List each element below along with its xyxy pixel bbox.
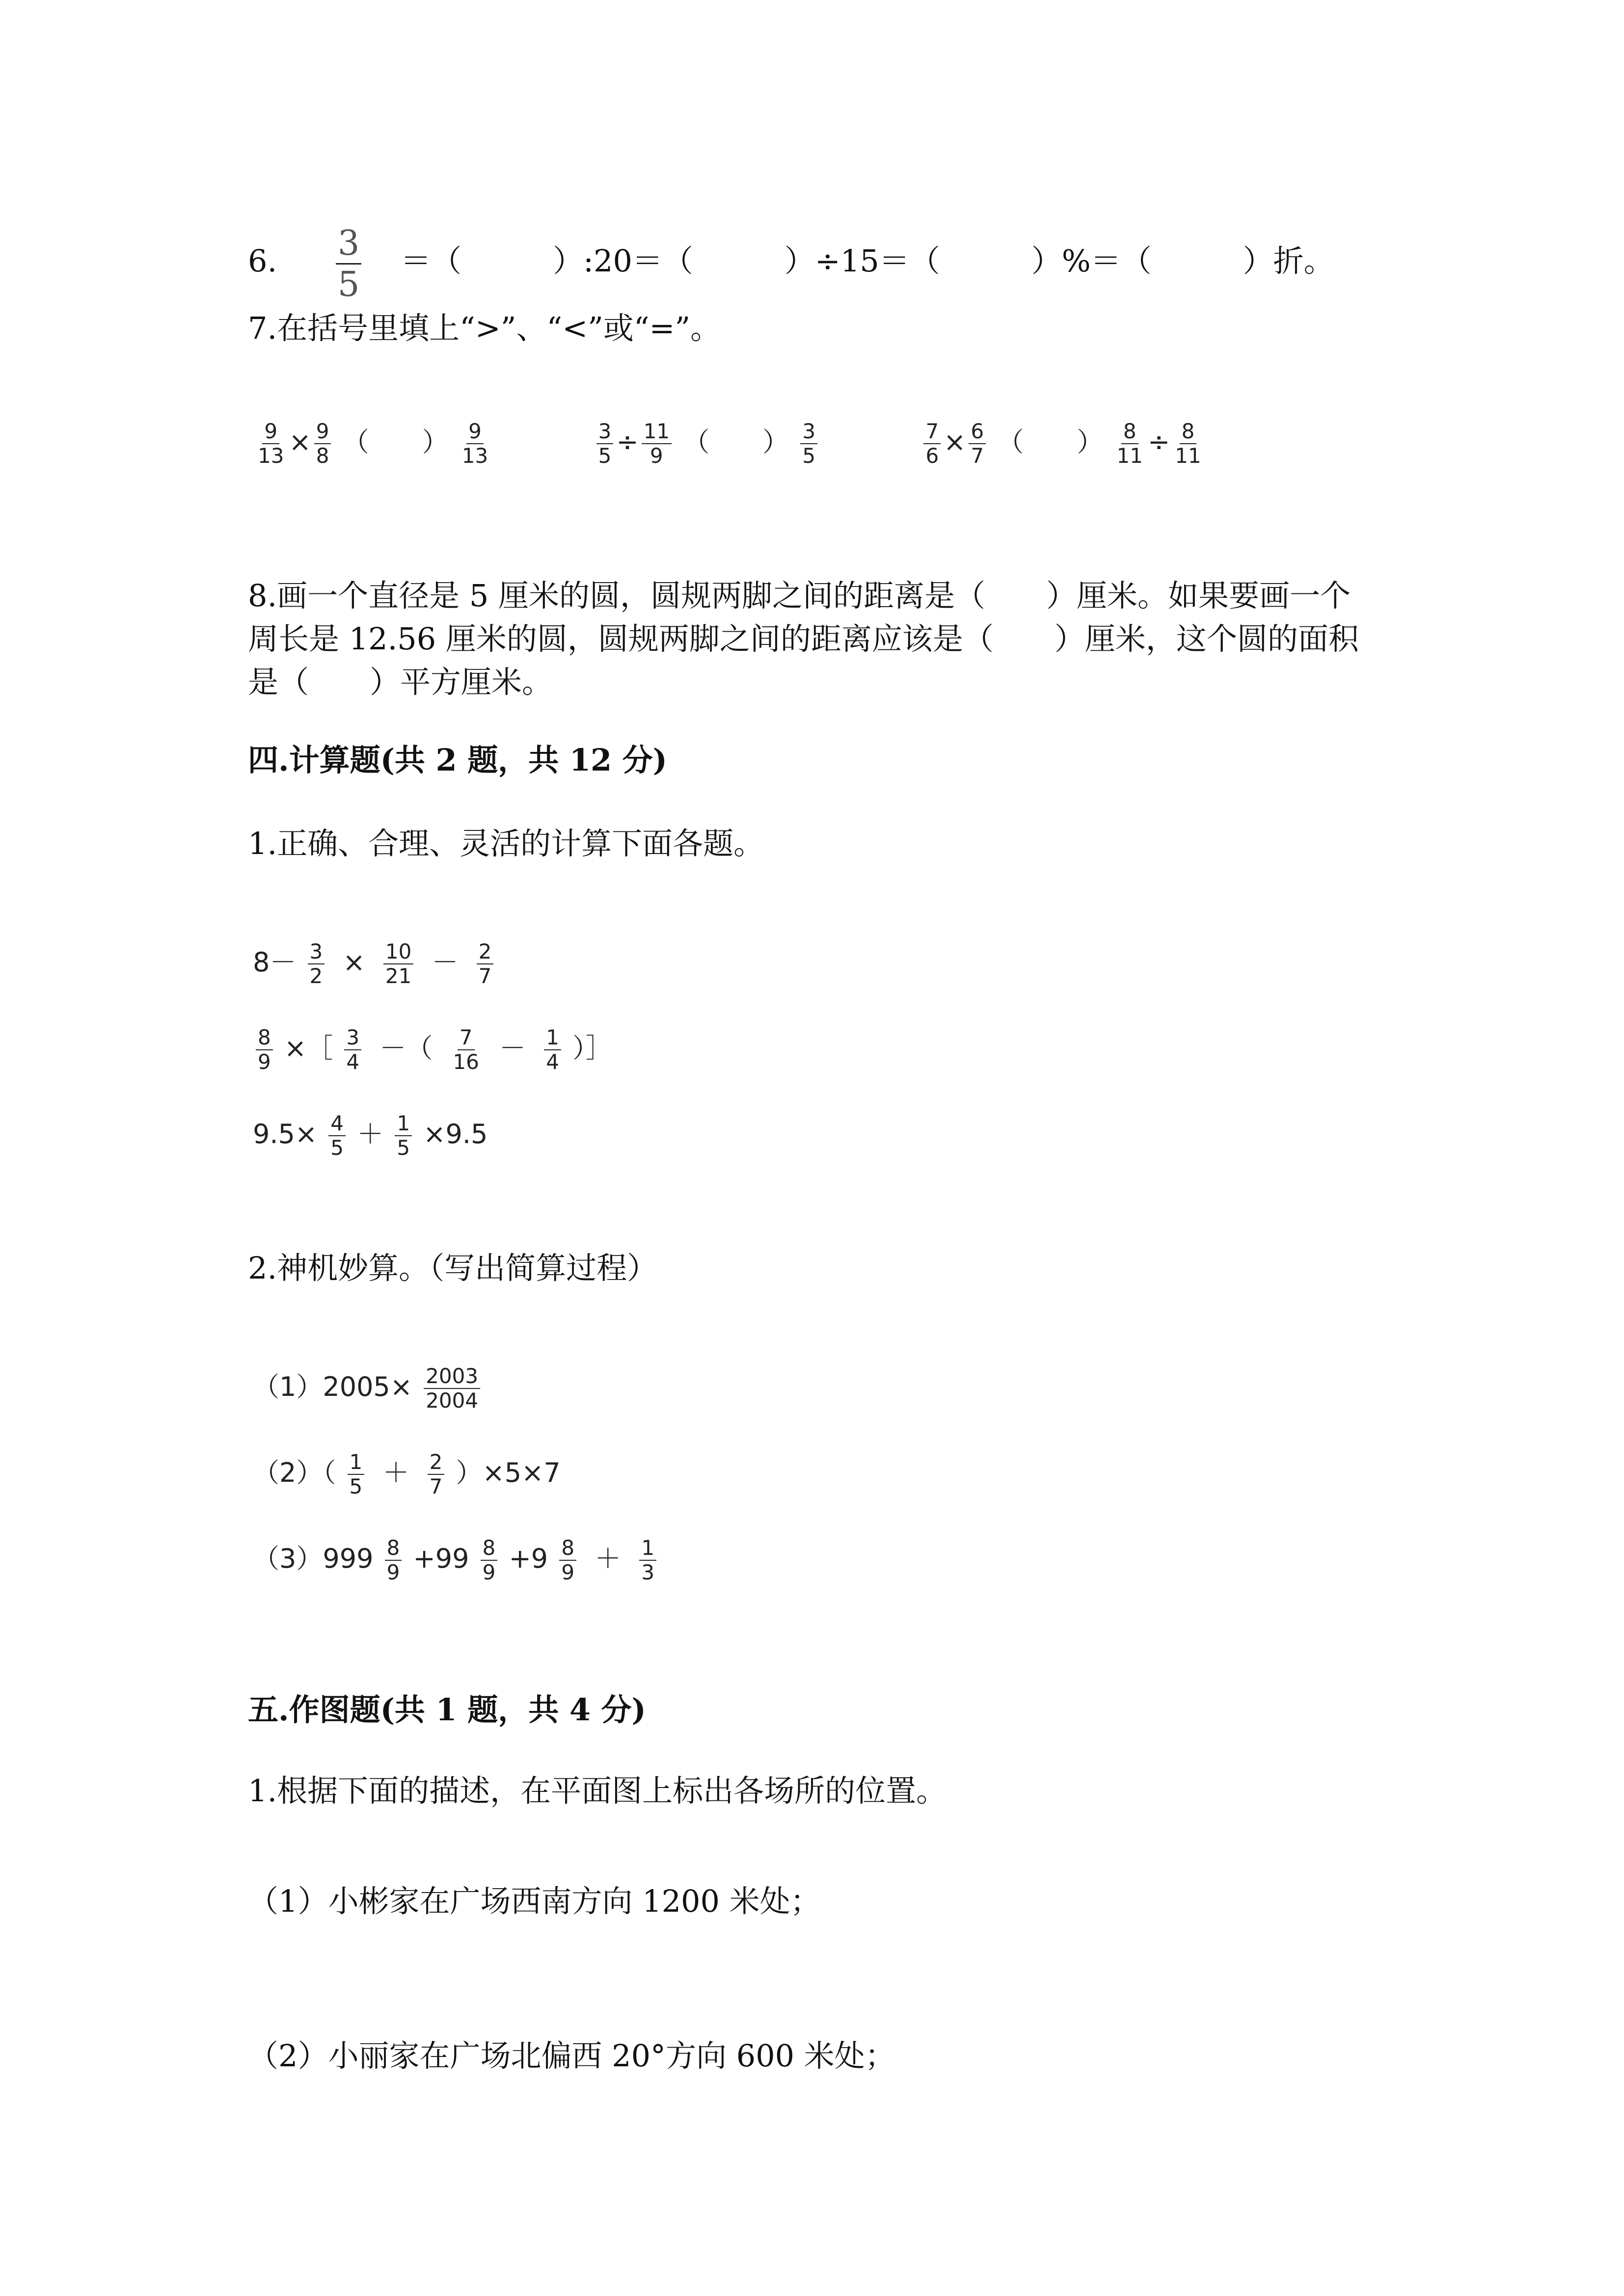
fraction (923, 420, 941, 468)
fraction (395, 1112, 412, 1160)
q6-text: ＝（ ）:20＝（ ）÷15＝（ ）%＝（ ）折。 (401, 243, 1334, 279)
fraction-denominator: 5 (397, 1136, 410, 1160)
fraction-denominator: 13 (461, 444, 488, 468)
fraction-numerator: 3 (800, 420, 817, 444)
fraction-denominator: 2 (309, 964, 323, 988)
q7-blank-c[interactable]: （ ） (997, 426, 1104, 457)
q6-fraction-numerator: 3 (336, 223, 362, 265)
fraction (642, 420, 672, 468)
expression-token: － (432, 946, 459, 978)
fraction (256, 420, 286, 468)
fraction (383, 940, 413, 988)
fraction (596, 420, 614, 468)
fraction (348, 1450, 365, 1499)
fraction (800, 420, 817, 468)
fraction (308, 940, 325, 988)
section5-item-2: （2）小丽家在广场北偏西 20°方向 600 米处； (248, 2038, 895, 2074)
fraction-denominator: 7 (429, 1474, 443, 1499)
expression-token: ＋ (382, 1457, 409, 1488)
fraction-numerator: 1 (639, 1536, 656, 1561)
fraction (256, 1026, 273, 1074)
clever-calc-1 (253, 1364, 483, 1413)
expression-token: ）×5×7 (456, 1457, 561, 1488)
fraction-numerator: 6 (969, 420, 986, 444)
expression-token: 999 (323, 1543, 374, 1574)
expression-token: － (499, 1032, 526, 1064)
fraction-denominator: 9 (258, 1050, 271, 1074)
expression-token: ×9.5 (423, 1118, 488, 1149)
q7-blank-a[interactable]: （ ） (342, 426, 449, 457)
calc-expression-1 (253, 940, 496, 988)
fraction-numerator: 4 (328, 1112, 346, 1136)
fraction-denominator: 9 (482, 1560, 496, 1585)
fraction-numerator: 2 (477, 940, 494, 964)
q8-text: 8.画一个直径是 5 厘米的圆，圆规两脚之间的距离是（ ）厘米。如果要画一个周长是 12.56 厘米的圆，圆规两脚之间的距离应该是（ ）厘米，这个圆的面积是（ ）平方厘米。 (248, 578, 1359, 700)
q6-line (248, 223, 1334, 304)
fraction-numerator: 9 (466, 420, 484, 444)
fraction-denominator: 4 (546, 1050, 559, 1074)
fraction-denominator: 8 (316, 444, 329, 468)
expression-token: ÷ (616, 426, 639, 457)
fraction-denominator: 5 (598, 444, 612, 468)
expression-token: × (343, 946, 365, 978)
expression-token: × (944, 426, 966, 457)
expression-token: +99 (413, 1543, 469, 1574)
fraction-numerator: 10 (383, 940, 413, 964)
expression-token: （3） (253, 1543, 323, 1574)
fraction-numerator: 2003 (424, 1364, 480, 1389)
fraction (328, 1112, 346, 1160)
fraction-denominator: 5 (802, 444, 816, 468)
section5-item-1: （1）小彬家在广场西南方向 1200 米处； (248, 1883, 821, 1919)
calc-expression-3 (253, 1112, 487, 1160)
fraction-numerator: 8 (256, 1026, 273, 1050)
calc-expression-2 (253, 1026, 612, 1074)
expression-token: （ (323, 1457, 336, 1488)
expression-token: （1） (253, 1371, 323, 1402)
fraction-denominator: 11 (1175, 444, 1201, 468)
fraction-numerator: 11 (642, 420, 672, 444)
fraction (314, 420, 331, 468)
fraction (1115, 420, 1145, 468)
fraction (559, 1536, 576, 1585)
fraction-numerator: 2 (428, 1450, 445, 1475)
fraction-denominator: 9 (561, 1560, 575, 1585)
fraction (424, 1364, 480, 1413)
fraction-numerator: 7 (923, 420, 941, 444)
fraction-numerator: 1 (395, 1112, 412, 1136)
expression-token: 8－ (253, 946, 297, 978)
fraction (969, 420, 986, 468)
fraction-numerator: 8 (559, 1536, 576, 1561)
expression-token: ÷ (1147, 426, 1170, 457)
fraction-numerator: 8 (385, 1536, 402, 1561)
expression-token: × (289, 426, 311, 457)
q6-fraction-denominator: 5 (337, 264, 360, 304)
expression-token: 2005× (323, 1371, 413, 1402)
section5-title: 五.作图题(共 1 题，共 4 分) (248, 1692, 646, 1728)
q7-compare-a (253, 419, 501, 468)
fraction-numerator: 9 (262, 420, 279, 444)
fraction-denominator: 9 (386, 1560, 400, 1585)
fraction-denominator: 3 (641, 1560, 655, 1585)
expression-token: +9 (509, 1543, 548, 1574)
fraction-numerator: 1 (348, 1450, 365, 1475)
fraction (344, 1026, 361, 1074)
fraction-denominator: 16 (453, 1050, 479, 1074)
section4-q1-title: 1.正确、合理、灵活的计算下面各题。 (248, 826, 764, 861)
expression-token: ＋ (595, 1543, 622, 1574)
fraction-denominator: 7 (971, 444, 984, 468)
fraction (451, 1026, 481, 1074)
fraction-numerator: 8 (1121, 420, 1138, 444)
fraction-denominator: 21 (385, 964, 412, 988)
expression-token: －（ (379, 1032, 433, 1064)
fraction-numerator: 9 (314, 420, 331, 444)
expression-token: ＋ (357, 1118, 384, 1149)
fraction-denominator: 4 (346, 1050, 360, 1074)
q7-blank-b[interactable]: （ ） (683, 426, 789, 457)
fraction-numerator: 3 (308, 940, 325, 964)
section5-q1-title: 1.根据下面的描述，在平面图上标出各场所的位置。 (248, 1773, 947, 1809)
fraction-numerator: 3 (344, 1026, 361, 1050)
fraction-numerator: 8 (1180, 420, 1197, 444)
fraction (385, 1536, 402, 1585)
expression-token: ×［ (284, 1032, 333, 1064)
q7-compare-b (594, 419, 829, 468)
q7-comparisons (253, 420, 1206, 468)
section4-q2-title: 2.神机妙算。（写出简算过程） (248, 1250, 658, 1286)
clever-calc-3 (253, 1536, 659, 1585)
fraction (544, 1026, 561, 1074)
clever-calc-2 (253, 1450, 561, 1499)
q6-number: 6. (248, 243, 277, 279)
fraction (460, 420, 490, 468)
fraction-numerator: 8 (481, 1536, 498, 1561)
fraction-denominator: 13 (258, 444, 284, 468)
fraction (481, 1536, 498, 1585)
fraction-denominator: 9 (650, 444, 663, 468)
fraction (477, 940, 494, 988)
q7-compare-c (920, 419, 1206, 468)
section4-title: 四.计算题(共 2 题，共 12 分) (248, 742, 668, 778)
fraction (639, 1536, 656, 1585)
fraction-denominator: 2004 (426, 1388, 479, 1413)
fraction-denominator: 6 (925, 444, 939, 468)
fraction-denominator: 5 (330, 1136, 344, 1160)
expression-token: ）］ (572, 1032, 613, 1064)
fraction (1173, 420, 1203, 468)
expression-token: 9.5× (253, 1118, 318, 1149)
fraction-denominator: 5 (349, 1474, 363, 1499)
q6-fraction (336, 223, 362, 304)
q7-title: 7.在括号里填上“>”、“<”或“=”。 (248, 310, 721, 346)
expression-token: （2） (253, 1457, 323, 1488)
fraction-denominator: 11 (1116, 444, 1143, 468)
fraction-numerator: 3 (596, 420, 614, 444)
fraction-numerator: 1 (544, 1026, 561, 1050)
fraction-numerator: 7 (458, 1026, 475, 1050)
fraction-denominator: 7 (478, 964, 492, 988)
fraction (428, 1450, 445, 1499)
